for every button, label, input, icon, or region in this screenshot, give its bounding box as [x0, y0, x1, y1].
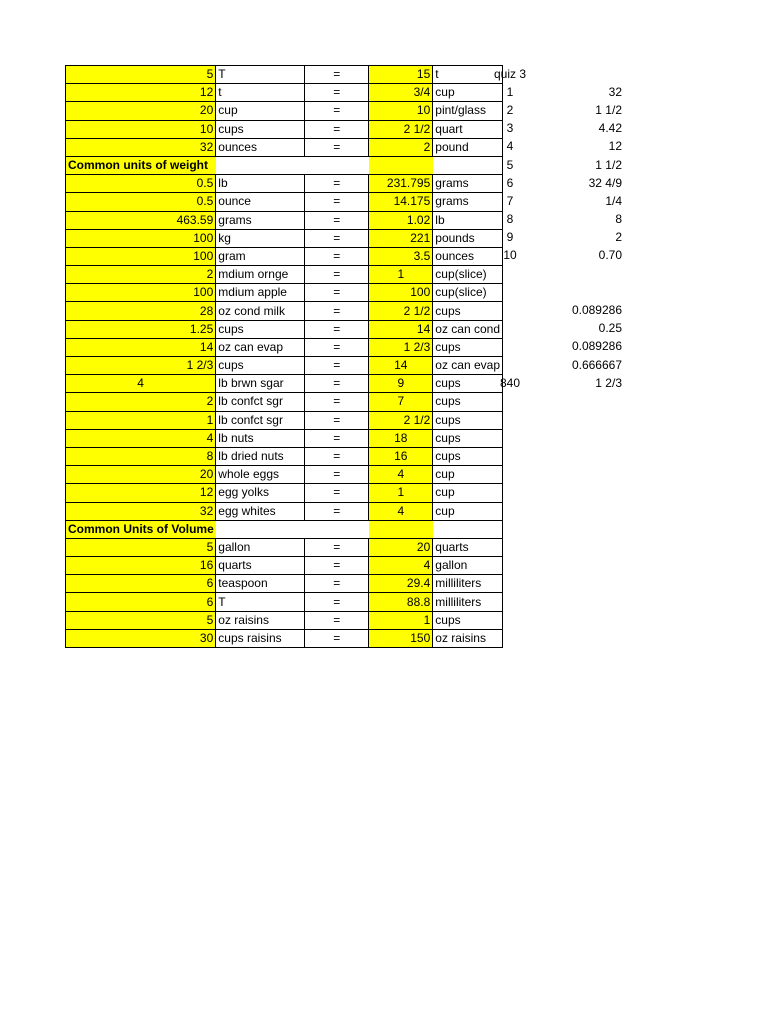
- quiz-title-row: [460, 65, 622, 83]
- converted-unit-cell[interactable]: pint/glass: [433, 102, 503, 120]
- quiz-answer[interactable]: 0.089286: [571, 303, 622, 318]
- cell[interactable]: [305, 520, 369, 538]
- unit-cell[interactable]: whole eggs: [216, 466, 305, 484]
- quiz-number[interactable]: [460, 356, 560, 374]
- unit-cell[interactable]: teaspoon: [216, 575, 305, 593]
- quantity-cell[interactable]: 0.5: [66, 175, 216, 193]
- quantity-cell[interactable]: 12: [66, 484, 216, 502]
- unit-cell[interactable]: oz can evap: [216, 338, 305, 356]
- converted-quantity-cell[interactable]: 2 1/2: [369, 120, 433, 138]
- converted-unit-cell[interactable]: oz can cond: [433, 320, 503, 338]
- converted-quantity-cell[interactable]: 10: [369, 102, 433, 120]
- quiz-answer[interactable]: 1 1/2: [595, 102, 622, 117]
- converted-quantity-cell[interactable]: 29.4: [369, 575, 433, 593]
- converted-unit-cell[interactable]: pound: [433, 138, 503, 156]
- converted-quantity-cell[interactable]: 231.795: [369, 175, 433, 193]
- equals-cell[interactable]: =: [305, 247, 369, 265]
- table-row: [66, 629, 503, 647]
- unit-cell[interactable]: T: [216, 593, 305, 611]
- converted-quantity-cell[interactable]: 14: [369, 357, 433, 375]
- unit-cell[interactable]: grams: [216, 211, 305, 229]
- quiz-answer[interactable]: 2: [615, 230, 622, 245]
- table-row: [66, 447, 503, 465]
- equals-cell[interactable]: =: [305, 393, 369, 411]
- quantity-cell[interactable]: 5: [66, 66, 216, 84]
- quantity-cell[interactable]: 100: [66, 247, 216, 265]
- quantity-cell[interactable]: 28: [66, 302, 216, 320]
- converted-quantity-cell[interactable]: 4: [369, 466, 433, 484]
- converted-unit-cell[interactable]: milliliters: [433, 593, 503, 611]
- equals-cell[interactable]: =: [305, 357, 369, 375]
- converted-unit-cell[interactable]: grams: [433, 193, 503, 211]
- quiz-number[interactable]: 1: [506, 84, 514, 99]
- table-row: [66, 593, 503, 611]
- converted-quantity-cell[interactable]: 150: [369, 629, 433, 647]
- quiz-row: [460, 174, 622, 192]
- quiz-row: [460, 138, 622, 156]
- table-row: [66, 302, 503, 320]
- equals-cell[interactable]: =: [305, 66, 369, 84]
- section-header-row: [66, 156, 503, 174]
- quiz-number[interactable]: 4: [506, 139, 514, 154]
- quiz-answer[interactable]: [560, 283, 622, 301]
- quiz-answer[interactable]: [560, 65, 622, 83]
- quiz-row: [460, 101, 622, 119]
- unit-cell[interactable]: cups: [216, 357, 305, 375]
- quantity-cell[interactable]: 1 2/3: [66, 357, 216, 375]
- converted-unit-cell[interactable]: oz raisins: [433, 629, 503, 647]
- quantity-cell[interactable]: 8: [66, 447, 216, 465]
- unit-cell[interactable]: cup: [216, 102, 305, 120]
- table-row: [66, 66, 503, 84]
- quiz-answer[interactable]: 1 2/3: [595, 375, 622, 390]
- unit-cell[interactable]: oz raisins: [216, 611, 305, 629]
- quiz-row: [460, 211, 622, 229]
- converted-unit-cell[interactable]: cups: [433, 411, 503, 429]
- table-row: [66, 538, 503, 556]
- unit-cell[interactable]: cups raisins: [216, 629, 305, 647]
- cell[interactable]: [305, 156, 369, 174]
- unit-cell[interactable]: lb nuts: [216, 429, 305, 447]
- section-header-row: [66, 520, 503, 538]
- equals-cell[interactable]: =: [305, 593, 369, 611]
- table-row: [66, 320, 503, 338]
- quantity-cell[interactable]: 463.59: [66, 211, 216, 229]
- quantity-cell[interactable]: 20: [66, 102, 216, 120]
- table-row: [66, 193, 503, 211]
- converted-unit-cell[interactable]: cups: [433, 447, 503, 465]
- quiz-number[interactable]: [460, 283, 560, 301]
- converted-quantity-cell[interactable]: 1: [369, 484, 433, 502]
- converted-unit-cell[interactable]: ounces: [433, 247, 503, 265]
- quiz-answer[interactable]: 0.25: [598, 321, 622, 336]
- converted-unit-cell[interactable]: grams: [433, 175, 503, 193]
- quiz-row: [460, 247, 622, 265]
- unit-cell[interactable]: egg yolks: [216, 484, 305, 502]
- equals-cell[interactable]: =: [305, 338, 369, 356]
- cell[interactable]: [216, 520, 305, 538]
- quantity-cell[interactable]: 10: [66, 120, 216, 138]
- table-row: [66, 102, 503, 120]
- converted-quantity-cell[interactable]: 15: [369, 66, 433, 84]
- equals-cell[interactable]: =: [305, 538, 369, 556]
- quiz-row: [460, 265, 622, 283]
- converted-unit-cell[interactable]: cup(slice): [433, 266, 503, 284]
- quantity-cell[interactable]: 32: [66, 502, 216, 520]
- equals-cell[interactable]: =: [305, 375, 369, 393]
- quiz-number[interactable]: 2: [506, 102, 514, 117]
- converted-quantity-cell[interactable]: 16: [369, 447, 433, 465]
- equals-cell[interactable]: =: [305, 193, 369, 211]
- equals-cell[interactable]: =: [305, 611, 369, 629]
- quiz-column: [460, 65, 622, 392]
- converted-quantity-cell[interactable]: 1.02: [369, 211, 433, 229]
- quantity-cell[interactable]: 1.25: [66, 320, 216, 338]
- unit-cell[interactable]: mdium ornge: [216, 266, 305, 284]
- unit-cell[interactable]: kg: [216, 229, 305, 247]
- converted-unit-cell[interactable]: quarts: [433, 538, 503, 556]
- converted-unit-cell[interactable]: cups: [433, 611, 503, 629]
- converted-unit-cell[interactable]: pounds: [433, 229, 503, 247]
- quiz-row: [460, 83, 622, 101]
- quantity-cell[interactable]: 0.5: [66, 193, 216, 211]
- table-row: [66, 266, 503, 284]
- quantity-cell[interactable]: 2: [66, 393, 216, 411]
- converted-unit-cell[interactable]: cups: [433, 393, 503, 411]
- table-row: [66, 357, 503, 375]
- quiz-answer[interactable]: 32 4/9: [588, 175, 622, 190]
- quiz-row: [460, 229, 622, 247]
- table-row: [66, 557, 503, 575]
- converted-quantity-cell[interactable]: 14: [369, 320, 433, 338]
- quiz-row: [460, 338, 622, 356]
- table-row: [66, 247, 503, 265]
- quiz-number[interactable]: 10: [503, 248, 517, 263]
- equals-cell[interactable]: =: [305, 175, 369, 193]
- converted-unit-cell[interactable]: cup: [433, 84, 503, 102]
- converted-quantity-cell[interactable]: 3.5: [369, 247, 433, 265]
- converted-quantity-cell[interactable]: 1: [369, 611, 433, 629]
- unit-cell[interactable]: cups: [216, 120, 305, 138]
- equals-cell[interactable]: =: [305, 629, 369, 647]
- quiz-answer[interactable]: 32: [608, 84, 622, 99]
- quantity-cell[interactable]: 5: [66, 538, 216, 556]
- equals-cell[interactable]: =: [305, 466, 369, 484]
- quiz-number[interactable]: [460, 301, 560, 319]
- converted-quantity-cell[interactable]: 2 1/2: [369, 302, 433, 320]
- quantity-cell[interactable]: 1: [66, 411, 216, 429]
- quiz-answer[interactable]: 1 1/2: [595, 157, 622, 172]
- table-row: [66, 466, 503, 484]
- table-row: [66, 484, 503, 502]
- converted-unit-cell[interactable]: gallon: [433, 557, 503, 575]
- converted-unit-cell[interactable]: milliliters: [433, 575, 503, 593]
- converted-unit-cell[interactable]: cup: [433, 484, 503, 502]
- quantity-cell[interactable]: 6: [66, 593, 216, 611]
- equals-cell[interactable]: =: [305, 411, 369, 429]
- equals-cell[interactable]: =: [305, 484, 369, 502]
- converted-quantity-cell[interactable]: 221: [369, 229, 433, 247]
- equals-cell[interactable]: =: [305, 502, 369, 520]
- unit-cell[interactable]: ounces: [216, 138, 305, 156]
- converted-unit-cell[interactable]: cups: [433, 302, 503, 320]
- quiz-answer[interactable]: 0.089286: [571, 339, 622, 354]
- equals-cell[interactable]: =: [305, 102, 369, 120]
- unit-cell[interactable]: lb dried nuts: [216, 447, 305, 465]
- quiz-number[interactable]: [460, 320, 560, 338]
- converted-quantity-cell[interactable]: 20: [369, 538, 433, 556]
- quiz-row: [460, 120, 622, 138]
- quiz-row: [460, 320, 622, 338]
- quantity-cell[interactable]: 4: [66, 375, 216, 393]
- converted-unit-cell[interactable]: cups: [433, 338, 503, 356]
- quiz-answer[interactable]: 0.666667: [571, 357, 622, 372]
- equals-cell[interactable]: =: [305, 266, 369, 284]
- table-row: [66, 575, 503, 593]
- unit-cell[interactable]: ounce: [216, 193, 305, 211]
- quantity-cell[interactable]: 14: [66, 338, 216, 356]
- table-row: [66, 175, 503, 193]
- quantity-cell[interactable]: 100: [66, 284, 216, 302]
- quiz-row: [460, 356, 622, 374]
- section-title[interactable]: Common units of weight: [66, 156, 216, 174]
- unit-cell[interactable]: oz cond milk: [216, 302, 305, 320]
- converted-quantity-cell[interactable]: 18: [369, 429, 433, 447]
- table-row: [66, 84, 503, 102]
- quiz-row: [460, 192, 622, 210]
- cell[interactable]: [216, 156, 305, 174]
- table-row: [66, 411, 503, 429]
- table-row: [66, 138, 503, 156]
- quantity-cell[interactable]: 6: [66, 575, 216, 593]
- quantity-cell[interactable]: 32: [66, 138, 216, 156]
- converted-unit-cell[interactable]: t: [433, 66, 503, 84]
- converted-quantity-cell[interactable]: 1 2/3: [369, 338, 433, 356]
- quiz-number[interactable]: 7: [506, 193, 514, 208]
- quiz-answer[interactable]: 8: [615, 212, 622, 227]
- quantity-cell[interactable]: 5: [66, 611, 216, 629]
- converted-quantity-cell[interactable]: 100: [369, 284, 433, 302]
- quiz-answer[interactable]: 12: [608, 139, 622, 154]
- equals-cell[interactable]: =: [305, 557, 369, 575]
- equals-cell[interactable]: =: [305, 284, 369, 302]
- table-row: [66, 375, 503, 393]
- converted-quantity-cell[interactable]: 4: [369, 557, 433, 575]
- table-row: [66, 611, 503, 629]
- quiz-row: [460, 301, 622, 319]
- converted-unit-cell[interactable]: lb: [433, 211, 503, 229]
- unit-cell[interactable]: cups: [216, 320, 305, 338]
- converted-quantity-cell[interactable]: 2: [369, 138, 433, 156]
- quiz-answer[interactable]: 4.42: [598, 121, 622, 136]
- equals-cell[interactable]: =: [305, 429, 369, 447]
- quiz-row: [460, 283, 622, 301]
- converted-quantity-cell[interactable]: 1: [369, 266, 433, 284]
- table-row: [66, 120, 503, 138]
- table-row: [66, 284, 503, 302]
- cell[interactable]: [433, 520, 503, 538]
- converted-quantity-cell[interactable]: 7: [369, 393, 433, 411]
- quantity-cell[interactable]: 12: [66, 84, 216, 102]
- unit-cell[interactable]: t: [216, 84, 305, 102]
- equals-cell[interactable]: =: [305, 229, 369, 247]
- unit-cell[interactable]: quarts: [216, 557, 305, 575]
- converted-unit-cell[interactable]: quart: [433, 120, 503, 138]
- quiz-number[interactable]: 840: [499, 375, 521, 390]
- cell[interactable]: [369, 520, 433, 538]
- quiz-answer[interactable]: [560, 265, 622, 283]
- quantity-cell[interactable]: 20: [66, 466, 216, 484]
- table-row: [66, 429, 503, 447]
- converted-unit-cell[interactable]: cup: [433, 502, 503, 520]
- table-row: [66, 393, 503, 411]
- table-row: [66, 338, 503, 356]
- converted-quantity-cell[interactable]: 3/4: [369, 84, 433, 102]
- converted-unit-cell[interactable]: oz can evap: [433, 357, 503, 375]
- converted-quantity-cell[interactable]: 4: [369, 502, 433, 520]
- section-title[interactable]: Common Units of Volume: [66, 520, 216, 538]
- table-row: [66, 211, 503, 229]
- equals-cell[interactable]: =: [305, 575, 369, 593]
- quantity-cell[interactable]: 2: [66, 266, 216, 284]
- converted-quantity-cell[interactable]: 88.8: [369, 593, 433, 611]
- conversion-table: [65, 65, 503, 648]
- quiz-number[interactable]: [460, 338, 560, 356]
- equals-cell[interactable]: =: [305, 302, 369, 320]
- equals-cell[interactable]: =: [305, 211, 369, 229]
- unit-cell[interactable]: gallon: [216, 538, 305, 556]
- quiz-number[interactable]: [460, 265, 560, 283]
- equals-cell[interactable]: =: [305, 84, 369, 102]
- quantity-cell[interactable]: 4: [66, 429, 216, 447]
- converted-quantity-cell[interactable]: 2 1/2: [369, 411, 433, 429]
- quiz-row: [460, 156, 622, 174]
- quiz-number[interactable]: 8: [506, 212, 514, 227]
- converted-unit-cell[interactable]: cups: [433, 375, 503, 393]
- table-row: [66, 229, 503, 247]
- quiz-number[interactable]: 3: [506, 121, 514, 136]
- unit-cell[interactable]: mdium apple: [216, 284, 305, 302]
- cell[interactable]: [369, 156, 433, 174]
- unit-cell[interactable]: lb brwn sgar: [216, 375, 305, 393]
- unit-cell[interactable]: lb: [216, 175, 305, 193]
- quiz-row: [460, 374, 622, 392]
- quantity-cell[interactable]: 100: [66, 229, 216, 247]
- unit-cell[interactable]: egg whites: [216, 502, 305, 520]
- quiz-number[interactable]: 6: [506, 175, 514, 190]
- converted-quantity-cell[interactable]: 14.175: [369, 193, 433, 211]
- quantity-cell[interactable]: 16: [66, 557, 216, 575]
- quiz-answer[interactable]: 0.70: [598, 248, 622, 263]
- unit-cell[interactable]: T: [216, 66, 305, 84]
- unit-cell[interactable]: gram: [216, 247, 305, 265]
- unit-cell[interactable]: lb confct sgr: [216, 411, 305, 429]
- equals-cell[interactable]: =: [305, 120, 369, 138]
- converted-unit-cell[interactable]: cup(slice): [433, 284, 503, 302]
- converted-unit-cell[interactable]: cups: [433, 429, 503, 447]
- equals-cell[interactable]: =: [305, 320, 369, 338]
- converted-quantity-cell[interactable]: 9: [369, 375, 433, 393]
- unit-cell[interactable]: lb confct sgr: [216, 393, 305, 411]
- quiz-number[interactable]: 5: [506, 157, 514, 172]
- equals-cell[interactable]: =: [305, 138, 369, 156]
- quiz-title[interactable]: quiz 3: [493, 66, 527, 81]
- table-row: [66, 502, 503, 520]
- equals-cell[interactable]: =: [305, 447, 369, 465]
- quiz-number[interactable]: 9: [506, 230, 514, 245]
- quantity-cell[interactable]: 30: [66, 629, 216, 647]
- converted-unit-cell[interactable]: cup: [433, 466, 503, 484]
- quiz-answer[interactable]: 1/4: [605, 193, 622, 208]
